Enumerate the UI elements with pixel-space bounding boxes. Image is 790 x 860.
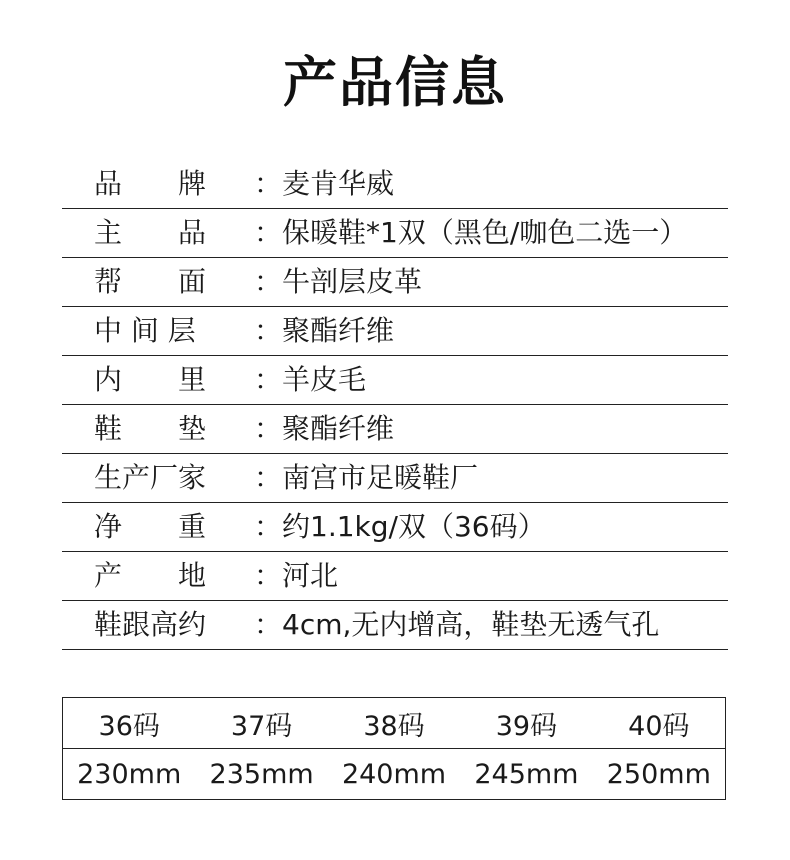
size-cell: 39码 <box>495 710 558 742</box>
info-colon: ： <box>254 265 283 298</box>
info-colon: ： <box>254 314 283 347</box>
size-cell: 36码 <box>98 710 160 742</box>
info-colon: ： <box>254 559 283 592</box>
info-row-brand <box>62 160 728 209</box>
info-colon: ： <box>254 510 283 543</box>
length-cell: 245mm <box>474 758 579 790</box>
info-value: 4cm,无内增高，鞋垫无透气孔 <box>282 608 660 641</box>
length-row <box>63 749 725 799</box>
size-cell: 40码 <box>628 710 690 742</box>
info-row-main-product <box>62 209 728 258</box>
info-row-middle-layer <box>62 307 728 356</box>
length-cell: 250mm <box>606 758 711 790</box>
info-label: 生产厂家 <box>94 461 207 494</box>
info-value: 南宫市足暖鞋厂 <box>282 461 479 494</box>
size-row <box>63 698 725 749</box>
size-cell: 38码 <box>363 710 425 742</box>
info-colon: ： <box>254 216 283 249</box>
info-value: 河北 <box>282 559 339 592</box>
info-value: 聚酯纤维 <box>282 412 395 445</box>
info-label: 中 间 层 <box>94 314 196 347</box>
info-value: 牛剖层皮革 <box>282 265 423 298</box>
info-row-upper <box>62 258 728 307</box>
info-label: 鞋 垫 <box>94 412 207 445</box>
info-label: 主 品 <box>94 216 207 249</box>
size-table <box>62 697 726 800</box>
info-value: 聚酯纤维 <box>282 314 395 347</box>
info-colon: ： <box>254 461 283 494</box>
info-colon: ： <box>254 363 283 396</box>
info-row-lining <box>62 356 728 405</box>
info-label: 净 重 <box>94 510 207 543</box>
info-label: 产 地 <box>94 559 207 592</box>
info-value: 保暖鞋*1双（黑色/咖色二选一） <box>282 216 688 249</box>
info-row-origin <box>62 552 728 601</box>
info-label: 内 里 <box>94 363 207 396</box>
length-cell: 240mm <box>341 758 447 790</box>
info-value: 羊皮毛 <box>282 363 367 396</box>
info-row-net-weight <box>62 503 728 552</box>
info-label: 帮 面 <box>94 265 207 298</box>
info-colon: ： <box>254 608 283 641</box>
info-row-heel-height <box>62 601 728 650</box>
info-value: 约1.1kg/双（36码） <box>282 510 546 543</box>
info-colon: ： <box>254 167 283 200</box>
info-colon: ： <box>254 412 283 445</box>
info-row-manufacturer <box>62 454 728 503</box>
length-cell: 235mm <box>209 758 314 790</box>
length-cell: 230mm <box>77 758 182 790</box>
info-label: 品 牌 <box>94 167 207 200</box>
size-cell: 37码 <box>230 710 293 742</box>
info-value: 麦肯华威 <box>282 167 395 200</box>
info-label: 鞋跟高约 <box>94 608 207 641</box>
page-title: 产品信息 <box>283 51 507 114</box>
info-row-insole <box>62 405 728 454</box>
product-info-list <box>62 160 728 650</box>
